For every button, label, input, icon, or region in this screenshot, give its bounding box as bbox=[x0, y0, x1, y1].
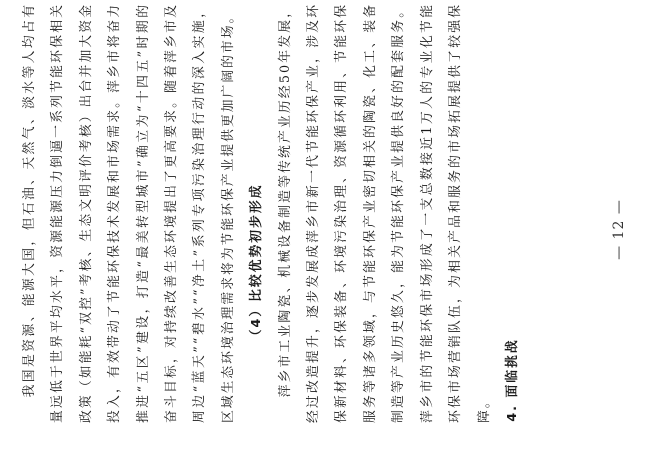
page-number: — 12 — bbox=[611, 199, 627, 260]
section-heading-challenges: 4. 面临挑战 bbox=[504, 338, 520, 422]
paragraph-industry-foundation: 萍乡市工业陶瓷、机械设备制造等传统产业历经50年发展，经过改造提升，逐步发展成萍乡市新一代节能环保产业，涉及环保新材料、环保装备、环境污染治理、资源循环利用、节能环保服务等诸多领域，与节能环保产业密切相关的陶瓷、化工、装备制造等产业历史悠久，能为节能环保产业提供良好的配套服务。萍乡市的节能环保市场形成了一支总数接近1万人的专业化节能环保市场营销队伍，为相关产品和服务的市场拓展提供了较强保障。 bbox=[277, 3, 492, 423]
document-body bbox=[16, 3, 527, 423]
subsection-heading-comparative-advantage: （4）比较优势初步形成 bbox=[249, 183, 265, 343]
paragraph-resource-pressure: 我国是资源、能源大国，但石油、天然气、淡水等人均占有量远低于世界平均水平，资源能源压力倒逼一系列节能环保相关政策（如能耗“双控”考核、生态文明评价考核）出台并加大资金投入，有效带动了节能环保技术发展和市场需求。萍乡市将奋力推进“五区”建设，打造“最美转型城市”确立为“十四五”时期的奋斗目标，对持续改善生态环境提出了更高要求。随着萍乡市及周边“蓝天”“碧水”“净土”系列专项污染治理行动的深入实施，区域生态环境治理需求将为节能环保产业提供更加广阔的市场。 bbox=[22, 3, 236, 423]
